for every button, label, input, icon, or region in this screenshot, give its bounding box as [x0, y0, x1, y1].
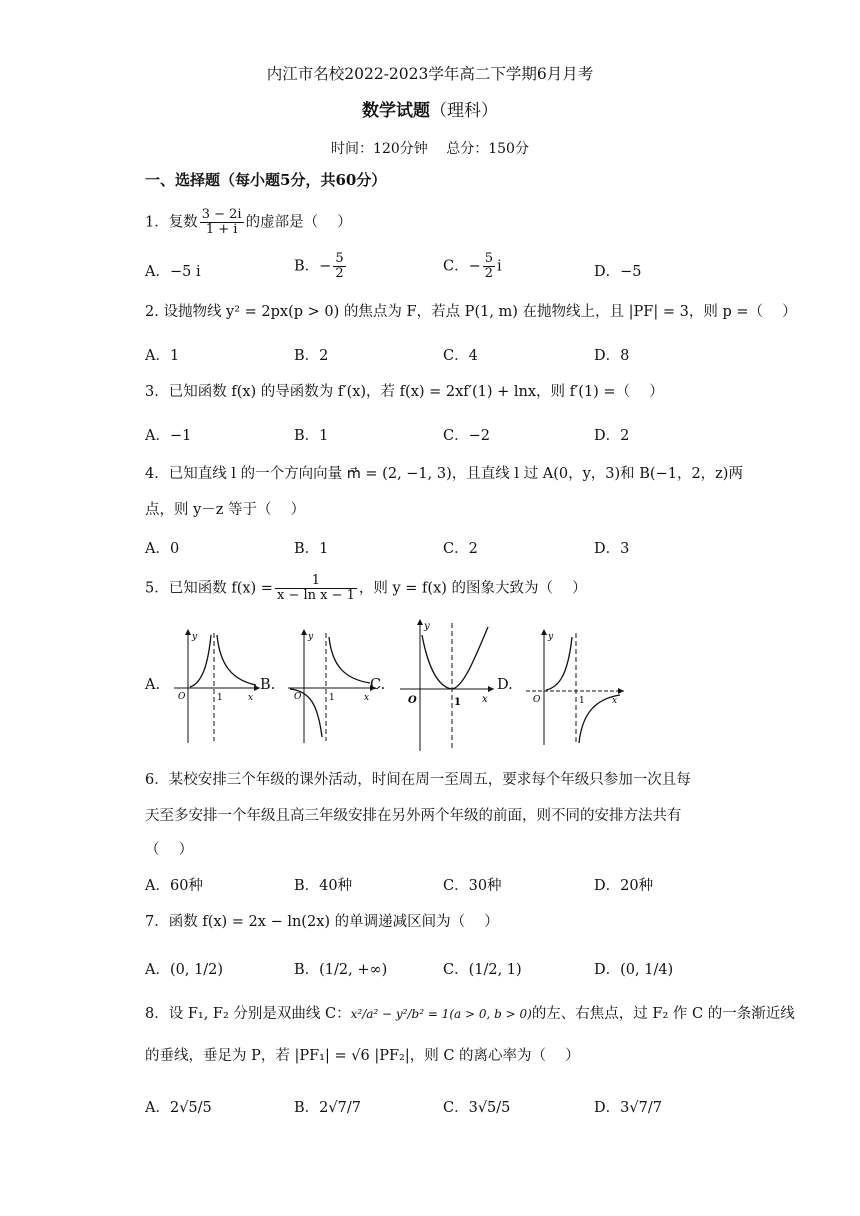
- q8-option-d: D．3√7/7: [594, 1100, 662, 1116]
- question-1: [145, 208, 352, 237]
- exam-meta: 时间：120分钟 总分：150分: [331, 141, 529, 157]
- graph-label-a: A.: [145, 677, 161, 693]
- subject-name: 数学试题: [362, 101, 430, 121]
- q8-suffix: 的左、右焦点，过 F₂ 作 C 的一条渐近线: [531, 1006, 795, 1022]
- q8-option-b: B．2√7/7: [294, 1100, 361, 1116]
- question-8-line-2: 的垂线，垂足为 P，若 |PF₁| = √6 |PF₂|，则 C 的离心率为（ ）: [145, 1048, 580, 1064]
- graph-b-x: x: [364, 693, 370, 703]
- graph-option-d: [520, 625, 628, 749]
- graph-d-origin: O: [533, 695, 541, 705]
- graph-c-y: y: [424, 621, 430, 632]
- graph-c-x: x: [482, 694, 488, 705]
- q2-option-c: C．4: [443, 348, 478, 364]
- question-5: [145, 574, 587, 603]
- q5-fraction: [275, 574, 357, 603]
- q3-option-d: D．2: [594, 428, 630, 444]
- question-4-line-1: 4．已知直线 l 的一个方向向量 m⃗ = (2, −1, 3)，且直线 l 过 A(0，y，3)和 B(−1，2，z)两: [145, 466, 743, 482]
- section-heading: 一、选择题（每小题5分，共60分）: [145, 171, 387, 189]
- graph-label-d: D.: [497, 677, 513, 693]
- question-4-line-2: 点，则 y－z 等于（ ）: [145, 502, 306, 518]
- question-2: 2. 设抛物线 y² = 2px(p > 0) 的焦点为 F，若点 P(1, m) 在抛物线上，且 |PF| = 3，则 p =（ ）: [145, 304, 797, 320]
- q5-prefix: 5．已知函数 f(x) =: [145, 580, 273, 597]
- q4-option-d: D．3: [594, 541, 630, 557]
- q1-frac-den: 1 + i: [205, 222, 238, 237]
- q7-option-d: D．(0, 1/4): [594, 962, 674, 978]
- q1-option-d: D．−5: [594, 264, 642, 280]
- q4-option-b: B．1: [294, 541, 329, 557]
- graph-a-origin: O: [178, 692, 186, 702]
- q2-option-d: D．8: [594, 348, 630, 364]
- q3-option-c: C．−2: [443, 428, 490, 444]
- graph-d-tick: 1: [579, 696, 585, 706]
- q1-option-a: A．−5 i: [145, 264, 201, 280]
- graph-b-origin: O: [294, 692, 302, 702]
- q4-option-c: C．2: [443, 541, 478, 557]
- graph-d-y: y: [548, 632, 554, 642]
- q1-b-pre: B．−: [294, 258, 332, 275]
- graph-a-tick: 1: [217, 693, 223, 703]
- q1-c-pre: C．−: [443, 258, 481, 275]
- q8-option-a: A．2√5/5: [145, 1100, 212, 1116]
- graph-d-x: x: [612, 696, 618, 706]
- q7-option-a: A．(0, 1/2): [145, 962, 224, 978]
- q1-c-suf: i: [497, 258, 502, 275]
- q1-fraction: [200, 208, 244, 237]
- question-6-line-1: 6．某校安排三个年级的课外活动，时间在周一至周五，要求每个年级只参加一次且每: [145, 772, 691, 788]
- question-6-line-2: 天至多安排一个年级且高三年级安排在另外两个年级的前面，则不同的安排方法共有: [145, 808, 682, 824]
- q2-option-b: B．2: [294, 348, 329, 364]
- graph-label-b: B.: [260, 677, 276, 693]
- graph-b-tick: 1: [329, 693, 335, 703]
- question-8-line-1: [145, 1004, 795, 1024]
- exam-title: 内江市名校2022-2023学年高二下学期6月月考: [266, 65, 594, 83]
- q1-c-den: 2: [484, 266, 494, 281]
- q1-prefix: 1．复数: [145, 214, 198, 231]
- q8-option-c: C．3√5/5: [443, 1100, 511, 1116]
- q1-b-den: 2: [335, 266, 344, 281]
- q1-option-b: [294, 252, 348, 281]
- q3-option-b: B．1: [294, 428, 329, 444]
- q7-option-c: C．(1/2, 1): [443, 962, 522, 978]
- q1-c-num: 5: [484, 251, 494, 266]
- q8-pre: 8．设 F₁, F₂ 分别是双曲线 C：: [145, 1006, 351, 1022]
- question-7: 7．函数 f(x) = 2x − ln(2x) 的单调递减区间为（ ）: [145, 914, 499, 930]
- q3-option-a: A．−1: [145, 428, 192, 444]
- q6-option-d: D．20种: [594, 878, 654, 894]
- q1-option-c: [443, 252, 502, 281]
- q8-equation: x²/a² − y²/b² = 1(a > 0, b > 0): [350, 1007, 532, 1021]
- q6-option-a: A．60种: [145, 878, 203, 894]
- q1-frac-num: 3 − 2i: [201, 207, 242, 222]
- graph-c-origin: O: [408, 695, 417, 706]
- graph-option-c: [396, 615, 496, 753]
- graph-option-b: [284, 625, 378, 745]
- graph-label-c: C.: [370, 677, 386, 693]
- q6-option-c: C．30种: [443, 878, 502, 894]
- q2-option-a: A．1: [145, 348, 180, 364]
- question-3: 3．已知函数 f(x) 的导函数为 f′(x)，若 f(x) = 2xf′(1) + lnx，则 f′(1) =（ ）: [145, 384, 664, 400]
- graph-a-y: y: [192, 632, 198, 642]
- q1-suffix: 的虚部是（ ）: [245, 214, 352, 231]
- q1-b-num: 5: [335, 251, 344, 266]
- graph-a-x: x: [248, 693, 254, 703]
- subject-title: [0, 101, 860, 121]
- graph-option-a: [168, 625, 262, 745]
- q5-frac-num: 1: [275, 574, 357, 589]
- subject-note: （理科）: [430, 101, 498, 121]
- q6-option-b: B．40种: [294, 878, 353, 894]
- question-6-line-3: （ ）: [145, 842, 194, 858]
- graph-c-tick: 1: [454, 697, 461, 708]
- q5-frac-den: x − ln x − 1: [276, 588, 355, 603]
- q5-suffix: ，则 y = f(x) 的图象大致为（ ）: [358, 580, 587, 597]
- graph-b-y: y: [308, 632, 314, 642]
- q7-option-b: B．(1/2, +∞): [294, 962, 388, 978]
- q4-option-a: A．0: [145, 541, 180, 557]
